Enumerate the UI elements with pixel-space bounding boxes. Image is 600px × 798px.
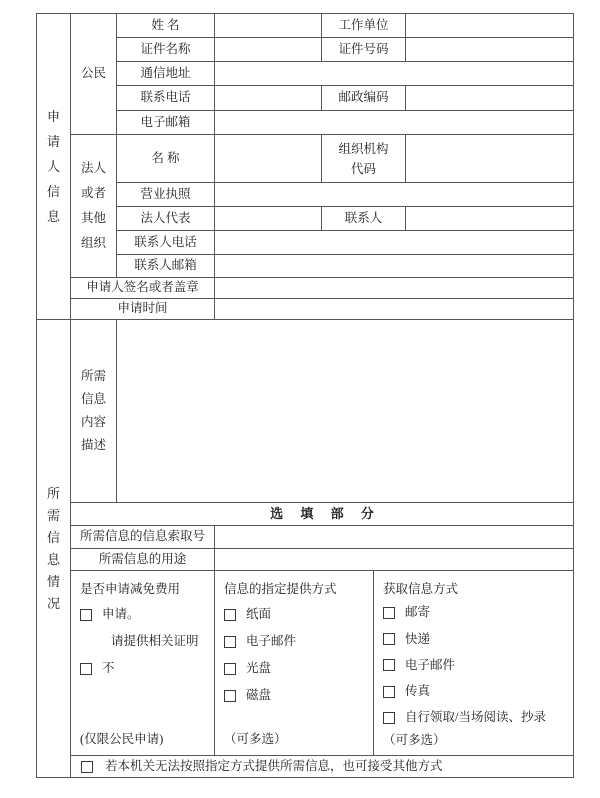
label-contact-phone: 联系人电话 xyxy=(117,231,215,255)
input-signature[interactable] xyxy=(215,278,574,299)
section-label-applicant-info: 申请人信息 xyxy=(37,14,71,320)
obtain-option-self-pickup[interactable]: 自行领取/当场阅读、抄录 xyxy=(383,705,567,731)
input-cert-name[interactable] xyxy=(215,38,322,62)
obtain-option-fax[interactable]: 传真 xyxy=(383,678,567,704)
delivery-option-cd[interactable]: 光盘 xyxy=(224,655,367,682)
checkbox-accept-other[interactable] xyxy=(81,761,93,773)
delivery-method-cell xyxy=(215,571,374,756)
label-email: 电子邮箱 xyxy=(117,111,215,135)
label-phone: 联系电话 xyxy=(117,86,215,111)
fee-waiver-title: 是否申请减免费用 xyxy=(80,582,181,597)
input-index-number[interactable] xyxy=(215,526,574,549)
checkbox-cd[interactable] xyxy=(224,663,236,675)
delivery-option-disk[interactable]: 磁盘 xyxy=(224,682,367,709)
fallback-option[interactable]: 若本机关无法按照指定方式提供所需信息，也可接受其他方式 xyxy=(71,759,573,775)
input-name[interactable] xyxy=(215,14,322,38)
delivery-method-title: 信息的指定提供方式 xyxy=(224,582,337,597)
label-org-code: 组织机构代码 xyxy=(322,135,406,183)
input-org-code[interactable] xyxy=(406,135,574,183)
obtain-method-title: 获取信息方式 xyxy=(383,581,459,596)
input-apply-time[interactable] xyxy=(215,299,574,320)
group-label-organization: 法人或者其他组织 xyxy=(71,135,117,278)
checkbox-fax[interactable] xyxy=(383,686,395,698)
label-license: 营业执照 xyxy=(117,183,215,207)
label-contact-email: 联系人邮箱 xyxy=(117,255,215,278)
input-contact-phone[interactable] xyxy=(215,231,574,255)
input-address[interactable] xyxy=(215,62,574,86)
checkbox-no[interactable] xyxy=(80,663,92,675)
input-content-description[interactable] xyxy=(117,320,574,503)
application-form-table xyxy=(36,13,574,778)
label-work-unit: 工作单位 xyxy=(322,14,406,38)
checkbox-disk[interactable] xyxy=(224,690,236,702)
label-name: 姓 名 xyxy=(117,14,215,38)
checkbox-self-pickup[interactable] xyxy=(383,712,395,724)
fee-waiver-footnote: (仅限公民申请) xyxy=(80,732,164,747)
label-legal-rep: 法人代表 xyxy=(117,207,215,231)
label-purpose: 所需信息的用途 xyxy=(71,549,215,571)
input-email[interactable] xyxy=(215,111,574,135)
input-legal-rep[interactable] xyxy=(215,207,322,231)
input-contact-email[interactable] xyxy=(215,255,574,278)
label-address: 通信地址 xyxy=(117,62,215,86)
delivery-option-paper[interactable]: 纸面 xyxy=(224,601,367,628)
label-apply-time: 申请时间 xyxy=(71,299,215,320)
optional-section-header: 选 填 部 分 xyxy=(71,503,574,526)
delivery-method-footnote: （可多选） xyxy=(224,732,287,747)
checkbox-apply[interactable] xyxy=(80,609,92,621)
checkbox-email-delivery[interactable] xyxy=(224,636,236,648)
obtain-option-mail[interactable]: 邮寄 xyxy=(383,600,567,626)
label-signature: 申请人签名或者盖章 xyxy=(71,278,215,299)
delivery-option-email[interactable]: 电子邮件 xyxy=(224,628,367,655)
fallback-cell xyxy=(71,756,574,778)
input-license[interactable] xyxy=(215,183,574,207)
label-org-name: 名 称 xyxy=(117,135,215,183)
checkbox-mail[interactable] xyxy=(383,607,395,619)
input-postal-code[interactable] xyxy=(406,86,574,111)
fee-waiver-option-no[interactable]: 不 xyxy=(80,655,208,682)
label-index-number: 所需信息的信息索取号 xyxy=(71,526,215,549)
label-postal-code: 邮政编码 xyxy=(322,86,406,111)
label-cert-name: 证件名称 xyxy=(117,38,215,62)
input-org-name[interactable] xyxy=(215,135,322,183)
checkbox-express[interactable] xyxy=(383,633,395,645)
input-contact[interactable] xyxy=(406,207,574,231)
obtain-option-email[interactable]: 电子邮件 xyxy=(383,652,567,678)
obtain-method-footnote: （可多选） xyxy=(383,732,446,747)
label-cert-no: 证件号码 xyxy=(322,38,406,62)
checkbox-paper[interactable] xyxy=(224,609,236,621)
label-contact: 联系人 xyxy=(322,207,406,231)
input-purpose[interactable] xyxy=(215,549,574,571)
input-phone[interactable] xyxy=(215,86,322,111)
section-label-needed-info: 所需信息情况 xyxy=(37,320,71,778)
input-work-unit[interactable] xyxy=(406,14,574,38)
fee-waiver-cell xyxy=(71,571,215,756)
fee-waiver-option-apply[interactable]: 申请。 xyxy=(80,601,208,628)
label-content-description: 所需信息内容描述 xyxy=(71,320,117,503)
checkbox-email-obtain[interactable] xyxy=(383,659,395,671)
input-cert-no[interactable] xyxy=(406,38,574,62)
obtain-option-express[interactable]: 快递 xyxy=(383,626,567,652)
obtain-method-cell xyxy=(374,571,574,756)
fee-waiver-proof-note: 请提供相关证明 xyxy=(111,633,199,648)
group-label-citizen: 公民 xyxy=(71,14,117,135)
